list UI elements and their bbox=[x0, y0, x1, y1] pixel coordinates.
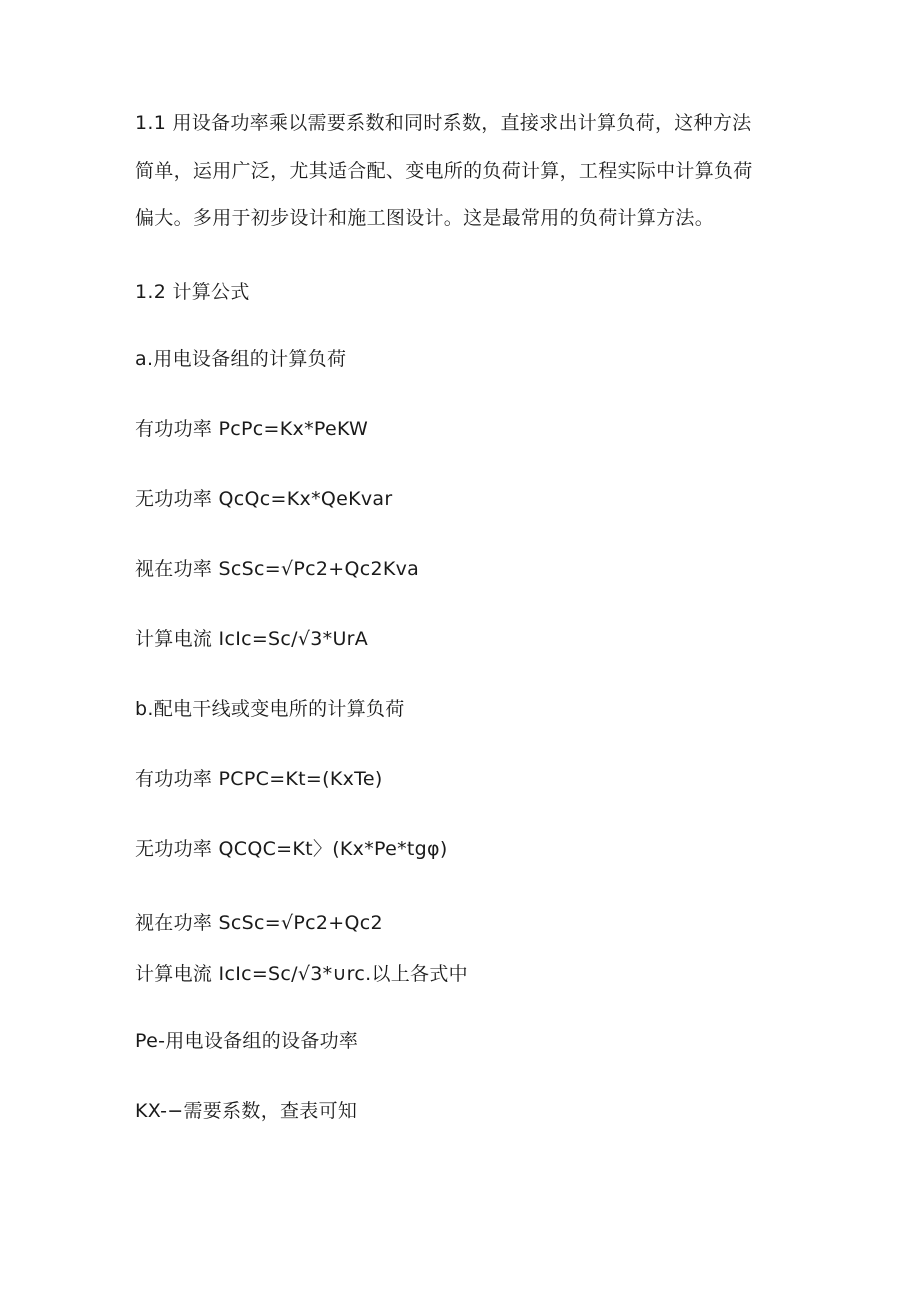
intro-line-2: 简单，运用广泛，尤其适合配、变电所的负荷计算，工程实际中计算负荷 bbox=[135, 160, 753, 182]
definition-kx: KX-−需要系数，查表可知 bbox=[135, 1100, 358, 1122]
section-a-title: a.用电设备组的计算负荷 bbox=[135, 348, 347, 370]
intro-paragraph bbox=[135, 111, 785, 230]
intro-line-3: 偏大。多用于初步设计和施工图设计。这是最常用的负荷计算方法。 bbox=[135, 207, 715, 229]
section-a-apparent-power: 视在功率 ScSc=√Pc2+Qc2Kva bbox=[135, 558, 420, 580]
intro-line-1: 1.1 用设备功率乘以需要系数和同时系数，直接求出计算负荷，这种方法 bbox=[135, 112, 752, 134]
section-b-title: b.配电干线或变电所的计算负荷 bbox=[135, 698, 405, 720]
section-a-current: 计算电流 IcIc=Sc/√3*UrA bbox=[135, 628, 369, 650]
section-b-current: 计算电流 IcIc=Sc/√3*∪rc.以上各式中 bbox=[135, 963, 468, 985]
section-b-reactive-power: 无功功率 QCQC=Kt〉(Kx*Pe*tgφ) bbox=[135, 838, 448, 860]
section-a-active-power: 有功功率 PcPc=Kx*PeKW bbox=[135, 418, 369, 440]
section-b-apparent-power: 视在功率 ScSc=√Pc2+Qc2 bbox=[135, 912, 383, 934]
section-a-reactive-power: 无功功率 QcQc=Kx*QeKvar bbox=[135, 488, 393, 510]
section-heading-formulas: 1.2 计算公式 bbox=[135, 281, 250, 303]
section-b-active-power: 有功功率 PCPC=Kt=(KxTe) bbox=[135, 768, 383, 790]
definition-pe: Pe-用电设备组的设备功率 bbox=[135, 1030, 359, 1052]
